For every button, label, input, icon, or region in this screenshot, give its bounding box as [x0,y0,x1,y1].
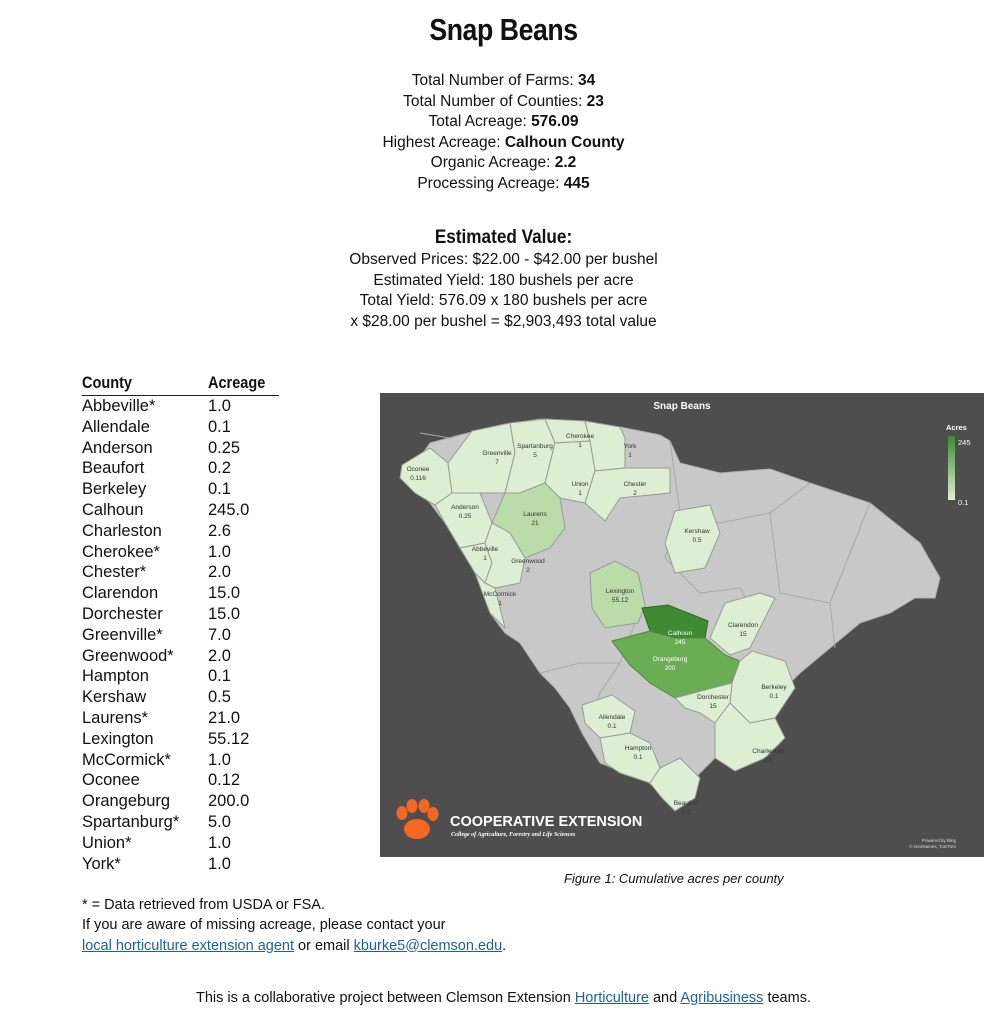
county-name: Laurens* [82,708,149,727]
county-acreage: 0.1 [208,480,231,499]
legend-title: Acres [946,423,967,432]
header-county: County [82,374,133,392]
county-acreage: 245.0 [208,500,250,519]
map-label-name: Oconee [406,466,430,473]
map-title: Snap Beans [653,401,711,412]
table-row [82,646,279,667]
map-label-value: 0.5 [692,537,702,544]
map-label-value: 15 [709,703,717,710]
map-label-name: Greenwood [511,558,545,565]
map-label-value: 2 [633,490,637,497]
county-acreage: 2.0 [208,563,231,582]
table-row [82,687,279,708]
county-acreage: 0.2 [208,459,231,478]
county-acreage: 0.25 [208,438,241,457]
agribusiness-link[interactable]: Agribusiness [680,990,764,1006]
map-label-name: Spartanburg [517,443,553,450]
table-row [82,438,279,459]
est-line: Observed Prices: $22.00 - $42.00 per bushel [349,251,658,268]
map-label-name: Allendale [598,714,626,721]
county-acreage: 15.0 [208,584,241,603]
map-label-value: 1 [578,490,582,497]
county-name: Union* [82,833,132,852]
stat-processing: Processing Acreage: 445 [417,174,590,192]
map-label-value: 1 [628,452,632,459]
county-acreage: 5.0 [208,812,231,831]
map-label-value: 55.12 [611,597,629,604]
email-link[interactable]: kburke5@clemson.edu [353,937,503,954]
stat-counties: Total Number of Counties: 23 [403,92,604,110]
map-label-name: Berkeley [761,684,787,691]
county-greenville [448,423,515,493]
map-label-name: McCormick [483,591,517,598]
county-acreage-table [82,374,279,874]
extension-logo [397,799,643,839]
map-label-value: 1 [578,442,582,449]
county-name: York* [82,854,121,873]
legend-gradient [948,436,955,500]
county-name: Charleston [82,521,162,540]
stat-farms: Total Number of Farms: 34 [411,72,596,89]
county-name: Orangeburg [82,792,171,811]
summary-stats [0,71,1007,195]
county-name: Greenville* [82,625,163,644]
map-label-name: Orangeburg [652,656,688,663]
table-row [82,854,279,875]
map-label-name: Union [571,481,589,488]
map-label-value: 0.1 [633,754,643,761]
notes [82,895,506,956]
county-name: Oconee [82,771,140,790]
map-legend [946,423,971,507]
county-acreage: 55.12 [208,729,250,748]
map-label-value: 7 [495,459,499,466]
county-acreage: 2.0 [208,646,231,665]
estimated-value-title: Estimated Value: [434,226,573,248]
table-row [82,583,279,604]
map-label-value: 0.2 [681,809,691,816]
logo-sub: College of Agriculture, Forestry and Life Sciences [451,832,576,838]
map-label-name: Clarendon [728,622,758,629]
county-name: Dorchester [82,604,163,623]
table-row [82,479,279,500]
table-row [82,417,279,438]
county-name: Allendale [82,417,150,436]
logo-name: COOPERATIVE EXTENSION [450,814,643,830]
legend-max: 245 [958,438,971,447]
map-label-value: 15 [739,631,747,638]
est-line: Total Yield: 576.09 x 180 bushels per acre [359,292,648,310]
header-acreage: Acreage [208,374,266,392]
county-name: Kershaw [82,688,147,707]
map-svg [380,393,984,857]
table-row [82,791,279,812]
map-label-value: 0.1 [607,723,617,730]
county-acreage: 7.0 [208,625,231,644]
county-name: Berkeley [82,480,147,499]
table-row [82,625,279,646]
table-row [82,458,279,479]
map-label-name: Laurens [523,511,547,518]
map-label-name: Chester [623,481,647,488]
page-title: Snap Beans [429,12,578,47]
map-label-name: Beaufort [673,800,699,807]
table-row [82,750,279,771]
table-row [82,666,279,687]
county-anderson [435,493,492,548]
table-header [82,374,279,396]
map-label-value: 200 [664,665,676,672]
stat-acreage: Total Acreage: 576.09 [428,113,579,131]
map-label-value: 21 [531,520,539,527]
map-label-name: Hampton [624,745,652,752]
county-acreage: 1.0 [208,833,231,852]
map-label-value: 0.25 [458,513,472,520]
county-name: Lexington [82,729,154,748]
note-links: local horticulture extension agent or email kburke5@clemson.edu. [82,937,507,954]
county-acreage: 21.0 [208,708,241,727]
county-name: Chester* [82,563,147,582]
table-row [82,729,279,750]
county-acreage: 0.5 [208,688,231,707]
table-row [82,770,279,791]
county-name: Clarendon [82,584,159,603]
legend-min: 0.1 [958,498,969,507]
county-acreage: 0.1 [208,667,231,686]
county-name: Abbeville* [82,397,156,415]
map-label-value: 245 [674,639,686,646]
county-name: Spartanburg* [82,812,180,831]
map-label-value: 0.116 [410,475,426,482]
county-acreage: 0.1 [208,417,231,436]
note-source: * = Data retrieved from USDA or FSA. [82,897,325,913]
est-line: Estimated Yield: 180 bushels per acre [373,271,634,289]
county-acreage: 1.0 [208,397,231,415]
table-row [82,521,279,542]
map-credit-line: Powered by Bing [921,838,956,843]
county-acreage: 200.0 [208,792,250,811]
estimated-value [0,250,1007,332]
stat-highest: Highest Acreage: Calhoun County [382,133,625,151]
map-label-value: 0.1 [769,693,779,700]
table-row [82,500,279,521]
map-label-name: Greenville [482,450,512,457]
table-row [82,708,279,729]
table-row [82,833,279,854]
county-acreage: 1.0 [208,854,231,873]
footer: This is a collaborative project between Clemson Extension Horticulture and Agribusiness teams. [196,990,811,1006]
map-label-name: Lexington [605,588,635,595]
county-name: Beaufort [82,459,145,478]
table-body [82,396,279,874]
paw-icon [397,799,439,839]
table-row [82,604,279,625]
est-line: x $28.00 per bushel = $2,903,493 total value [350,312,657,330]
map-label-name: Abbeville [471,546,499,553]
table-row [82,396,279,417]
map-credit-line: © GeoNames, TomTom [909,844,956,849]
county-name: Hampton [82,667,149,686]
map-label-name: York [623,443,637,450]
county-acreage: 1.0 [208,542,231,561]
map-label-name: Anderson [451,504,479,511]
table-row [82,562,279,583]
county-name: Anderson [82,438,153,457]
map-label-name: Kershaw [684,528,710,535]
map-label-name: Cherokee [565,433,595,440]
map-label-name: Calhoun [667,630,693,637]
county-acreage: 15.0 [208,604,241,623]
county-name: Cherokee* [82,542,160,561]
county-acreage: 0.12 [208,771,241,790]
agent-link[interactable]: local horticulture extension agent [82,937,294,954]
county-acreage: 1.0 [208,750,231,769]
map-label-value: 2.5 [763,757,773,764]
county-map [380,393,984,857]
horticulture-link[interactable]: Horticulture [574,990,649,1006]
map-label-value: 1 [483,555,487,562]
stat-organic: Organic Acreage: 2.2 [430,154,577,172]
map-label-value: 5 [533,452,537,459]
map-label-name: Charleston [752,748,784,755]
map-label-name: Dorchester [697,694,729,701]
map-label-value: 2 [526,567,530,574]
figure-caption: Figure 1: Cumulative acres per county [564,871,784,886]
table-row [82,542,279,563]
county-name: Greenwood* [82,646,174,665]
table-row [82,812,279,833]
map-label-value: 1 [498,600,502,607]
note-contact: If you are aware of missing acreage, please contact your [82,917,446,934]
county-acreage: 2.6 [208,521,231,540]
county-name: McCormick* [82,750,171,769]
county-name: Calhoun [82,500,144,519]
